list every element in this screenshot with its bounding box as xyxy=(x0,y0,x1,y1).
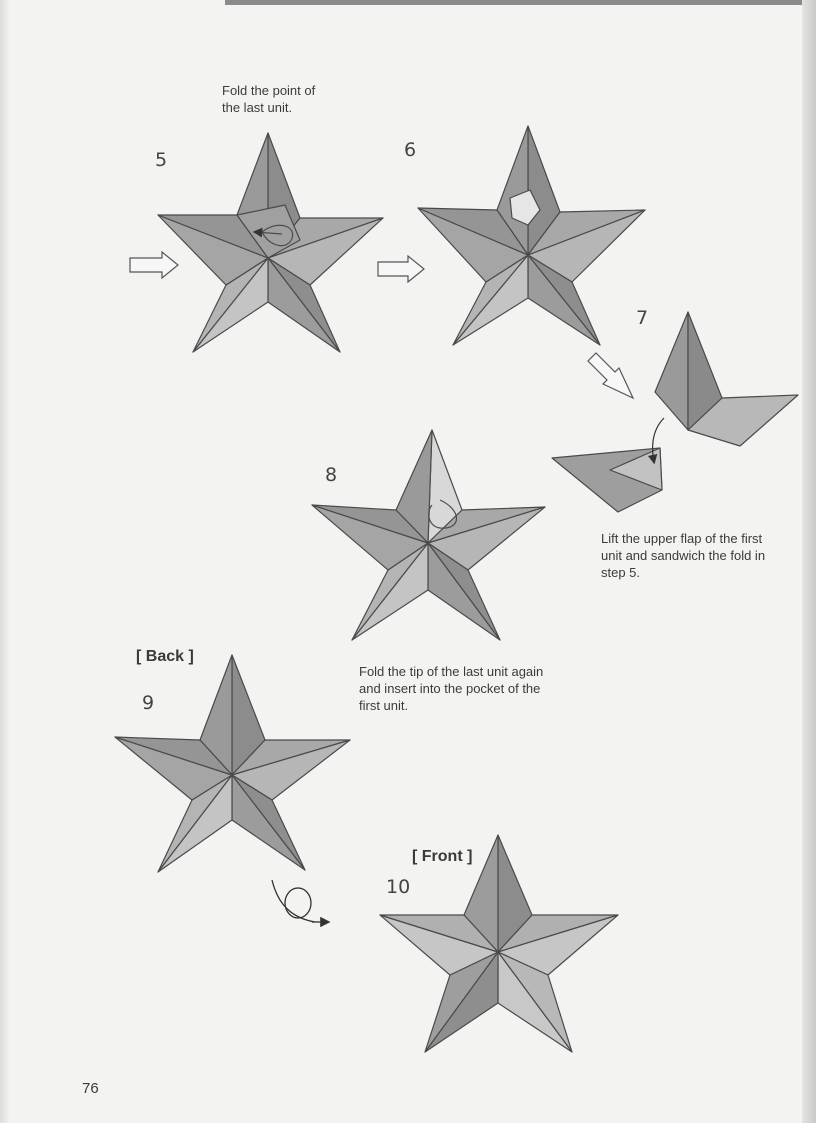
arrow-in-5 xyxy=(130,252,178,278)
step-10-number: 10 xyxy=(386,876,411,898)
step-9-number: 9 xyxy=(142,692,155,714)
star-step-10 xyxy=(380,835,618,1052)
step-8-caption: Fold the tip of the last unit again and insert into the pocket of the first unit. xyxy=(359,664,544,713)
step-7-number: 7 xyxy=(636,307,649,329)
page-number: 76 xyxy=(82,1080,99,1097)
step-7-caption: Lift the upper flap of the first unit and sandwich the fold in step 5. xyxy=(601,531,766,580)
star-step-6 xyxy=(418,126,645,345)
step-5-number: 5 xyxy=(155,149,168,171)
star-step-9 xyxy=(115,655,350,872)
star-step-8 xyxy=(312,430,545,640)
arrow-to-7 xyxy=(588,353,633,398)
star-step-5 xyxy=(158,133,383,352)
turn-over-icon xyxy=(272,880,328,922)
step-6-number: 6 xyxy=(404,139,417,161)
back-label: [ Back ] xyxy=(136,648,194,665)
step-8-number: 8 xyxy=(325,464,338,486)
step-5-caption: Fold the point of the last unit. xyxy=(222,83,316,115)
front-label: [ Front ] xyxy=(412,848,473,865)
arrow-to-6 xyxy=(378,256,424,282)
units-step-7 xyxy=(552,312,798,512)
